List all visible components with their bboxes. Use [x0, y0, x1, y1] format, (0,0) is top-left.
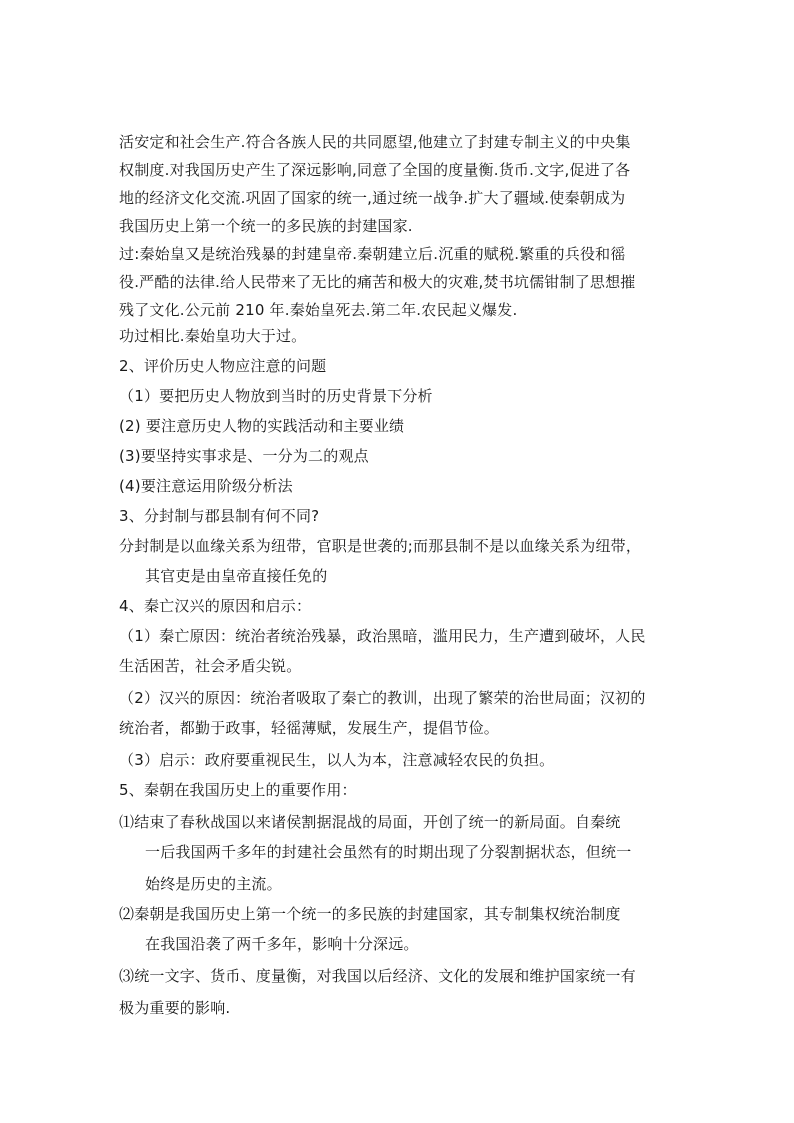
paragraph-line: 一后我国两千多年的封建社会虽然有的时期出现了分裂割据状态，但统一 [145, 843, 632, 861]
list-item: （2）汉兴的原因：统治者吸取了秦亡的教训，出现了繁荣的治世局面；汉初的 [119, 689, 646, 707]
section-heading: 4、秦亡汉兴的原因和启示： [119, 597, 312, 615]
paragraph-line: 权制度.对我国历史产生了深远影响,同意了全国的度量衡.货币.文字,促进了各 [119, 161, 631, 179]
paragraph-line: 统治者，都勤于政事，轻徭薄赋，发展生产，提倡节俭。 [119, 719, 500, 737]
paragraph-line: 在我国沿袭了两千多年，影响十分深远。 [145, 935, 419, 953]
paragraph-line: 极为重要的影响. [119, 999, 231, 1017]
section-heading: 3、分封制与郡县制有何不同? [119, 507, 320, 525]
paragraph-line: 活安定和社会生产.符合各族人民的共同愿望,他建立了封建专制主义的中央集 [119, 133, 631, 151]
paragraph-line: 残了文化.公元前 210 年.秦始皇死去.第二年.农民起义爆发. [119, 301, 518, 319]
paragraph-line: 地的经济文化交流.巩固了国家的统一,通过统一战争.扩大了疆域.使秦朝成为 [119, 189, 626, 207]
list-item: ⑵秦朝是我国历史上第一个统一的多民族的封建国家，其专制集权统治制度 [119, 905, 621, 923]
paragraph-line: 役.严酷的法律.给人民带来了无比的痛苦和极大的灾难,焚书坑儒钳制了思想摧 [119, 273, 636, 291]
paragraph-line: 我国历史上第一个统一的多民族的封建国家. [119, 217, 413, 235]
section-heading: 2、评价历史人物应注意的问题 [119, 357, 327, 375]
list-item: (4)要注意运用阶级分析法 [119, 477, 293, 495]
list-item: (2) 要注意历史人物的实践活动和主要业绩 [119, 417, 405, 435]
paragraph-line: 始终是历史的主流。 [145, 875, 282, 893]
list-item: (3)要坚持实事求是、一分为二的观点 [119, 447, 369, 465]
paragraph-line: 功过相比.秦始皇功大于过。 [119, 327, 307, 345]
list-item: （1）要把历史人物放到当时的历史背景下分析 [119, 387, 433, 405]
list-item: （1）秦亡原因：统治者统治残暴，政治黑暗，滥用民力，生产遭到破坏，人民 [119, 627, 646, 645]
paragraph-line: 分封制是以血缘关系为纽带，官职是世袭的;而那县制不是以血缘关系为纽带， [119, 537, 642, 555]
list-item: ⑴结束了春秋战国以来诸侯割据混战的局面，开创了统一的新局面。自秦统 [119, 813, 621, 831]
section-heading: 5、秦朝在我国历史上的重要作用： [119, 781, 357, 799]
paragraph-line: 生活困苦，社会矛盾尖锐。 [119, 657, 302, 675]
list-item: ⑶统一文字、货币、度量衡，对我国以后经济、文化的发展和维护国家统一有 [119, 967, 636, 985]
list-item: （3）启示：政府要重视民生，以人为本，注意减轻农民的负担。 [119, 751, 555, 769]
paragraph-line: 其官吏是由皇帝直接任免的 [145, 567, 328, 585]
paragraph-line: 过:秦始皇又是统治残暴的封建皇帝.秦朝建立后.沉重的赋税.繁重的兵役和徭 [119, 245, 626, 263]
